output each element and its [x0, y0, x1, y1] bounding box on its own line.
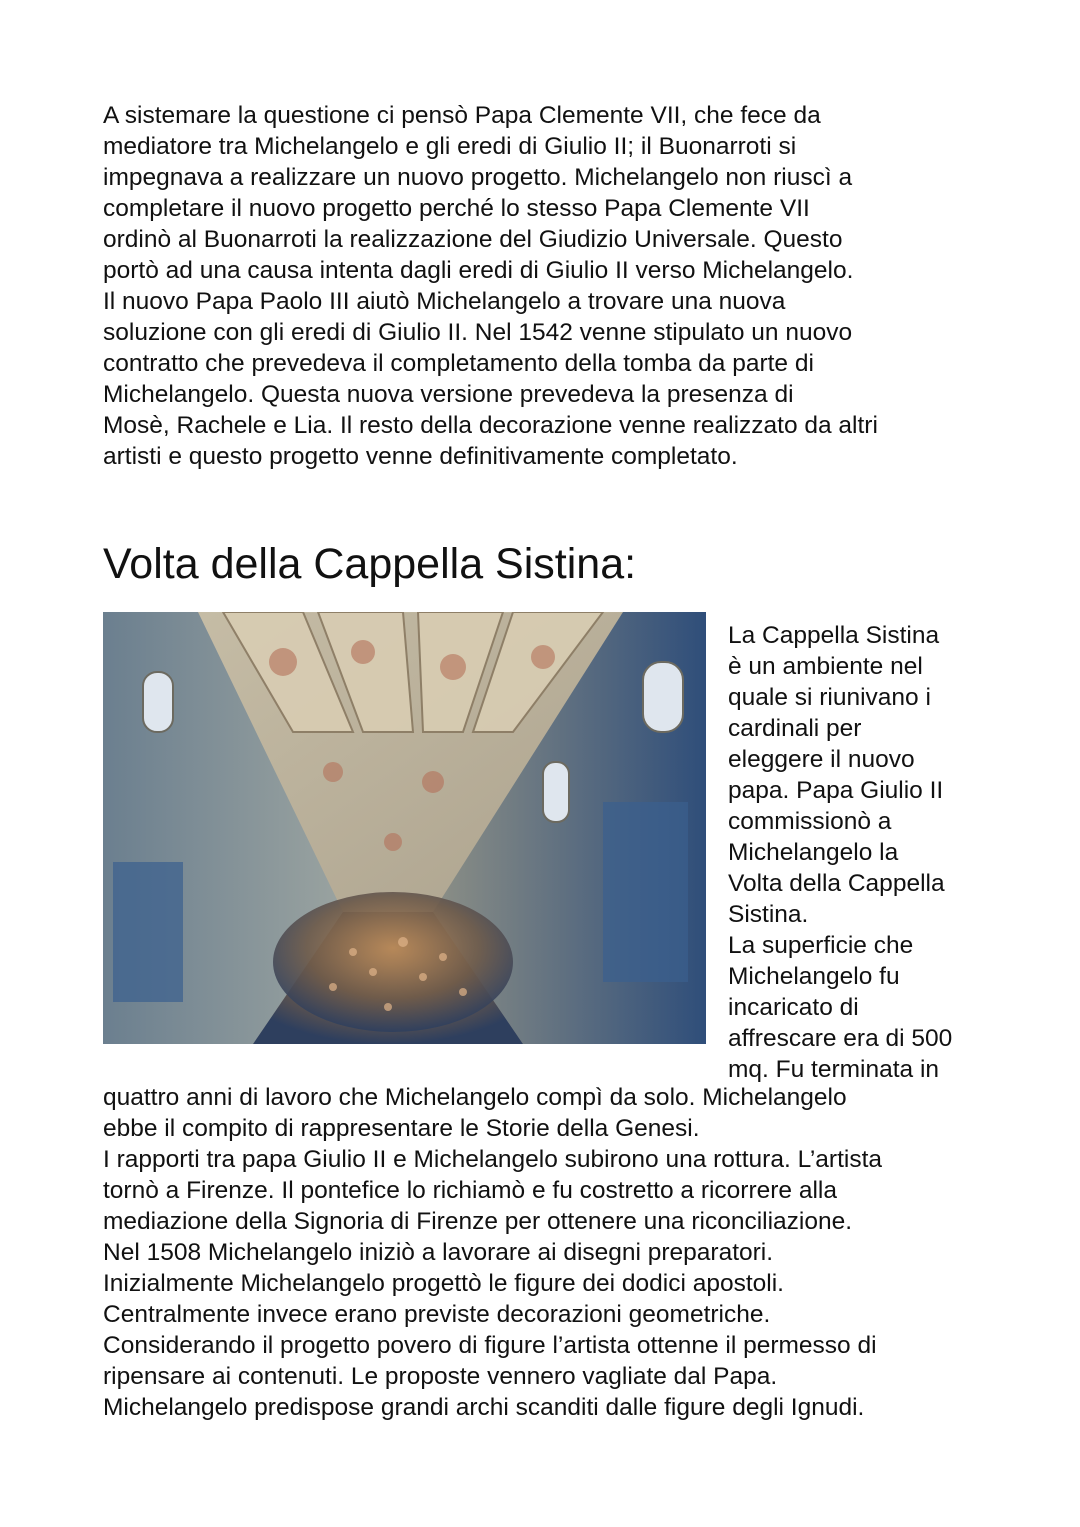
intro-paragraph: A sistemare la questione ci pensò Papa Clemente VII, che fece da mediatore tra Michelangelo e gli eredi di Giulio II; il Buonarroti si impegnava a realizzare un nuovo progetto. Michelangelo non riuscì a completare il nuovo progetto perché lo stesso Papa Clemente VII ordinò al Buonarroti la realizzazione del Giudizio Universale. Questo portò ad una causa intenta dagli eredi di Giulio II verso Michelangelo. Il nuovo Papa Paolo III aiutò Michelangelo a trovare una nuova soluzione con gli eredi di Giulio II. Nel 1542 venne stipulato un nuovo contratto che prevedeva il completamento della tomba da parte di Michelangelo. Questa nuova versione prevedeva la presenza di Mosè, Rachele e Lia. Il resto della decorazione venne realizzato da altri artisti e questo progetto venne definitivamente completato.: [103, 102, 878, 470]
side-paragraph: La Cappella Sistina è un ambiente nel quale si riunivano i cardinali per eleggere il nuovo papa. Papa Giulio II commissionò a Michelangelo la Volta della Cappella Sistina. La superficie che Michelangelo fu incaricato di affrescare era di 500 mq. Fu terminata in: [728, 622, 953, 1083]
document-page: [103, 100, 993, 472]
body-paragraph: quattro anni di lavoro che Michelangelo compì da solo. Michelangelo ebbe il compito di rappresentare le Storie della Genesi. I rapporti tra papa Giulio II e Michelangelo subirono una rottura. L’artista tornò a Firenze. Il pontefice lo richiamò e fu costretto a ricorrere alla mediazione della Signoria di Firenze per ottenere una riconciliazione. Nel 1508 Michelangelo iniziò a lavorare ai disegni preparatori. Inizialmente Michelangelo progettò le figure dei dodici apostoli. Centralmente invece erano previste decorazioni geometriche. Considerando il progetto povero di figure l’artista ottenne il permesso di ripensare ai contenuti. Le proposte vennero vagliate dal Papa. Michelangelo predispose grandi archi scanditi dalle figure degli Ignudi.: [103, 1084, 882, 1421]
section-heading: Volta della Cappella Sistina:: [103, 540, 637, 588]
sistine-chapel-photo: [103, 612, 706, 1044]
